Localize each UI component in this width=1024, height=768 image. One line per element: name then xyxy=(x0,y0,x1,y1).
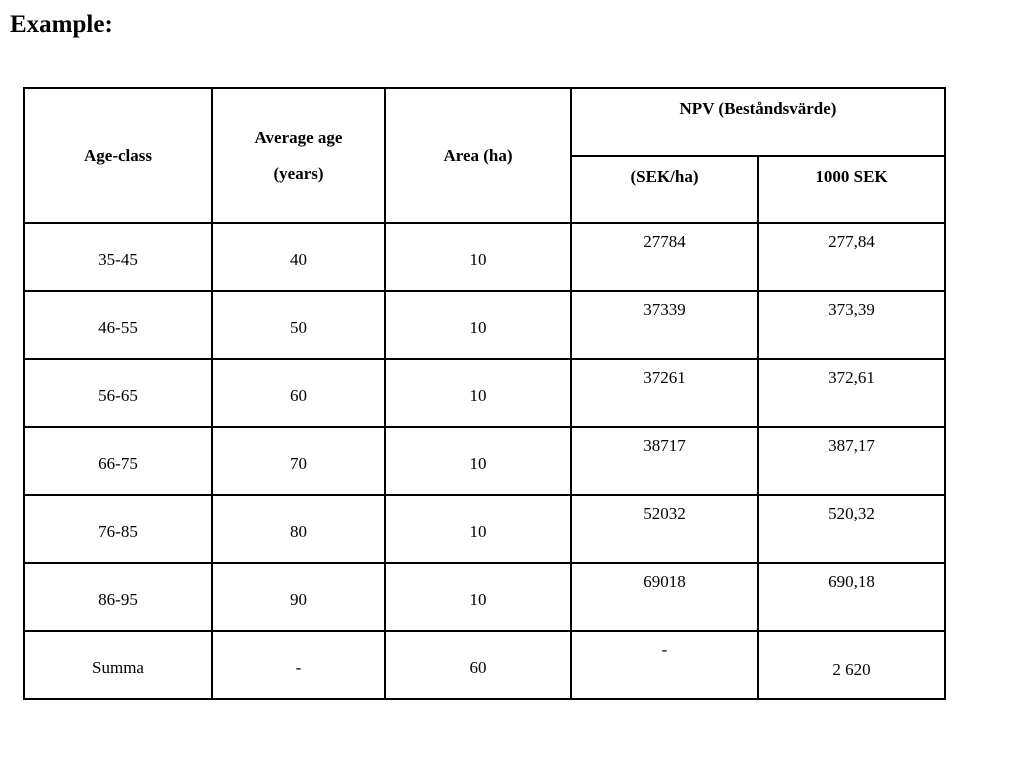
cell-average-age: 70 xyxy=(212,427,385,495)
header-area: Area (ha) xyxy=(385,88,571,223)
cell-area: 10 xyxy=(385,223,571,291)
cell-average-age: 60 xyxy=(212,359,385,427)
table-row xyxy=(24,291,945,359)
table-header-row xyxy=(24,88,945,156)
table-row xyxy=(24,563,945,631)
cell-age-class: 56-65 xyxy=(24,359,212,427)
header-average-age-line1: Average age xyxy=(254,127,343,147)
cell-area: 10 xyxy=(385,359,571,427)
page-heading: Example: xyxy=(10,11,113,38)
cell-age-class: 46-55 xyxy=(24,291,212,359)
cell-age-class: 86-95 xyxy=(24,563,212,631)
cell-area: 10 xyxy=(385,427,571,495)
cell-npv-per-ha: 27784 xyxy=(571,223,758,291)
cell-npv-per-ha: 52032 xyxy=(571,495,758,563)
cell-age-class: 66-75 xyxy=(24,427,212,495)
cell-average-age: 80 xyxy=(212,495,385,563)
cell-age-class: 35-45 xyxy=(24,223,212,291)
cell-total-npv-per-ha: - xyxy=(571,631,758,699)
cell-area: 10 xyxy=(385,495,571,563)
header-npv-total: 1000 SEK xyxy=(758,156,945,223)
table-row xyxy=(24,427,945,495)
cell-npv-per-ha: 69018 xyxy=(571,563,758,631)
cell-total-label: Summa xyxy=(24,631,212,699)
cell-average-age: 50 xyxy=(212,291,385,359)
cell-npv-per-ha: 37261 xyxy=(571,359,758,427)
cell-npv-per-ha: 38717 xyxy=(571,427,758,495)
cell-npv-total: 277,84 xyxy=(758,223,945,291)
table-row xyxy=(24,359,945,427)
header-average-age xyxy=(212,88,385,223)
cell-npv-total: 387,17 xyxy=(758,427,945,495)
header-average-age-line2: (years) xyxy=(273,163,324,183)
cell-npv-per-ha: 37339 xyxy=(571,291,758,359)
table-row xyxy=(24,223,945,291)
npv-table xyxy=(23,87,946,700)
cell-total-average-age: - xyxy=(212,631,385,699)
cell-total-npv-total: 2 620 xyxy=(758,631,945,699)
table-row xyxy=(24,495,945,563)
cell-average-age: 40 xyxy=(212,223,385,291)
cell-npv-total: 690,18 xyxy=(758,563,945,631)
cell-average-age: 90 xyxy=(212,563,385,631)
header-npv-group: NPV (Beståndsvärde) xyxy=(571,88,945,156)
cell-npv-total: 373,39 xyxy=(758,291,945,359)
cell-area: 10 xyxy=(385,563,571,631)
cell-age-class: 76-85 xyxy=(24,495,212,563)
cell-npv-total: 372,61 xyxy=(758,359,945,427)
header-npv-per-ha: (SEK/ha) xyxy=(571,156,758,223)
cell-npv-total: 520,32 xyxy=(758,495,945,563)
cell-total-area: 60 xyxy=(385,631,571,699)
header-age-class: Age-class xyxy=(24,88,212,223)
cell-area: 10 xyxy=(385,291,571,359)
table-total-row xyxy=(24,631,945,699)
